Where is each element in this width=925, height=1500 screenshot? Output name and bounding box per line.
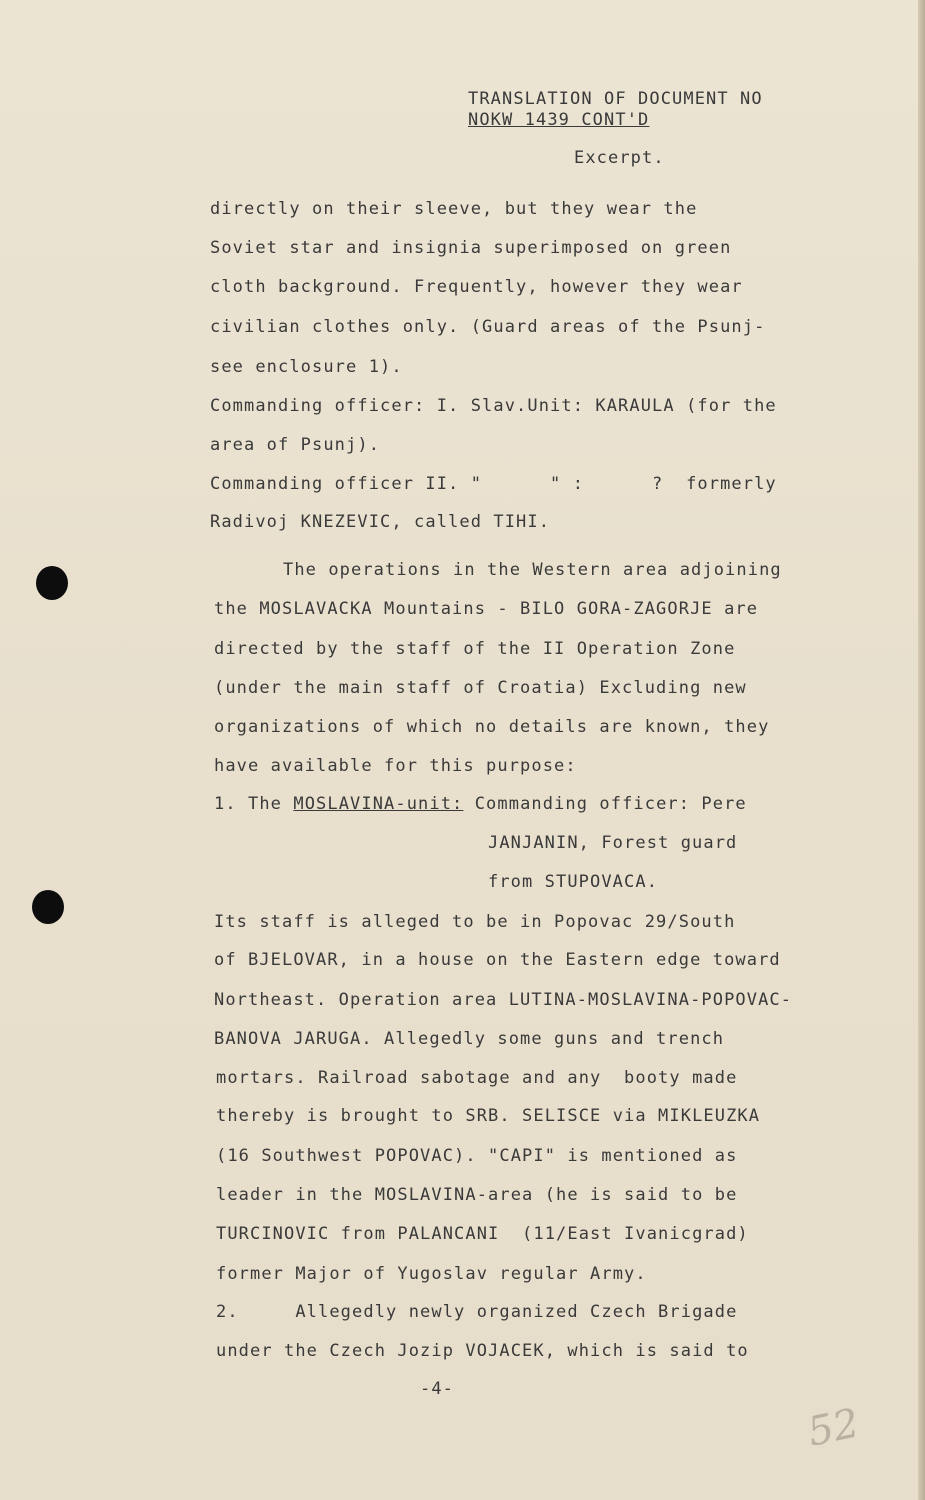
text-line: TURCINOVIC from PALANCANI (11/East Ivanicgrad) — [216, 1224, 749, 1244]
text-line: thereby is brought to SRB. SELISCE via MIKLEUZKA — [216, 1106, 761, 1126]
pencil-annotation: 52 — [803, 1400, 864, 1456]
text-line: mortars. Railroad sabotage and any booty made — [216, 1068, 738, 1088]
text-line: Commanding officer: I. Slav.Unit: KARAULA (for the — [210, 396, 777, 416]
text-line: Its staff is alleged to be in Popovac 29/South — [214, 912, 736, 932]
unit-name: MOSLAVINA-unit: — [293, 794, 464, 814]
text-line: from STUPOVACA. — [488, 872, 659, 892]
page-edge — [918, 0, 925, 1500]
text-line: Northeast. Operation area LUTINA-MOSLAVINA-POPOVAC- — [214, 990, 793, 1010]
text-line: area of Psunj). — [210, 435, 381, 455]
text-line: 2. Allegedly newly organized Czech Brigade — [216, 1302, 738, 1322]
text-line: see enclosure 1). — [210, 357, 403, 377]
text-line: JANJANIN, Forest guard — [488, 833, 738, 853]
text-line: Radivoj KNEZEVIC, called TIHI. — [210, 512, 551, 532]
text-line: Soviet star and insignia superimposed on green — [210, 238, 732, 258]
page-number: -4- — [420, 1379, 455, 1399]
list-item-1 — [214, 793, 747, 815]
punch-hole-top — [36, 566, 68, 600]
text-line: the MOSLAVACKA Mountains - BILO GORA-ZAGORJE are — [214, 599, 759, 619]
punch-hole-bottom — [32, 890, 64, 924]
text-line: BANOVA JARUGA. Allegedly some guns and trench — [214, 1029, 725, 1049]
text-line: directed by the staff of the II Operation Zone — [214, 639, 736, 659]
text-line: former Major of Yugoslav regular Army. — [216, 1264, 647, 1284]
list-item-officer: Commanding officer: Pere — [463, 794, 747, 814]
text-line: have available for this purpose: — [214, 756, 577, 776]
text-line: (16 Southwest POPOVAC). "CAPI" is mentioned as — [216, 1146, 738, 1166]
text-line: organizations of which no details are known, they — [214, 717, 770, 737]
list-item-prefix: 1. The — [214, 794, 294, 814]
text-line: (under the main staff of Croatia) Excluding new — [214, 678, 747, 698]
text-line: under the Czech Jozip VOJACEK, which is said to — [216, 1341, 749, 1361]
header-doc-number: NOKW 1439 CONT'D — [468, 110, 650, 130]
header-excerpt: Excerpt. — [574, 148, 665, 168]
text-line: civilian clothes only. (Guard areas of the Psunj- — [210, 317, 766, 337]
text-line: The operations in the Western area adjoining — [283, 560, 782, 580]
text-line: leader in the MOSLAVINA-area (he is said to be — [216, 1185, 738, 1205]
header-title: TRANSLATION OF DOCUMENT NO — [468, 89, 763, 109]
text-line: Commanding officer II. " " : ? formerly — [210, 474, 777, 494]
text-line: cloth background. Frequently, however they wear — [210, 277, 743, 297]
text-line: directly on their sleeve, but they wear the — [210, 199, 698, 219]
text-line: of BJELOVAR, in a house on the Eastern edge toward — [214, 950, 781, 970]
